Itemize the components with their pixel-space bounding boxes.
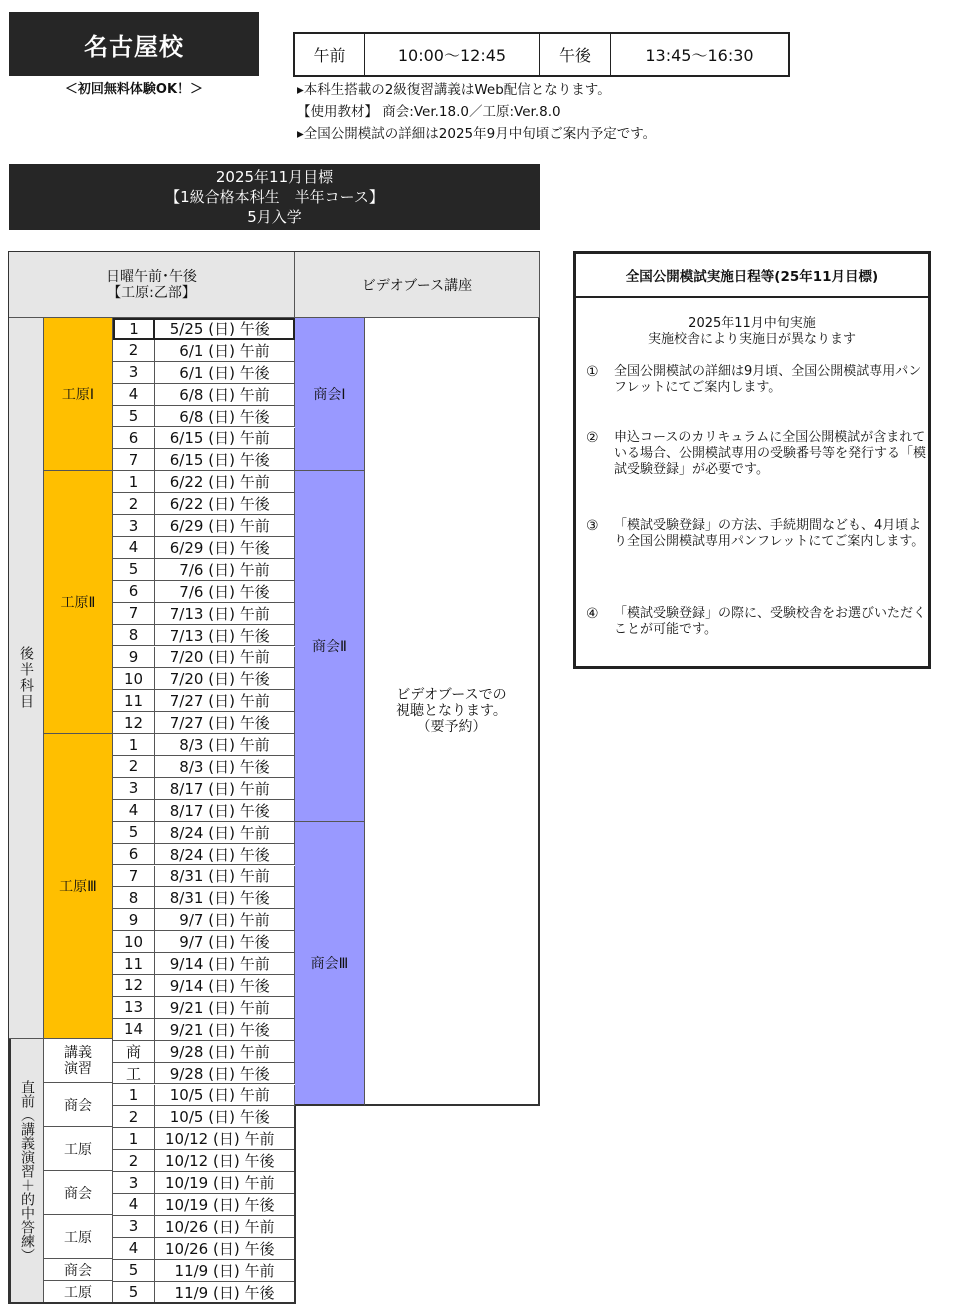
session-number: 3 xyxy=(113,778,155,800)
mock-item-3: ③ 「模試受験登録」の方法、手続期間なども、4月頃より全国公開模試専用パンフレットにてご案内します。 xyxy=(586,518,925,549)
session-number: 5 xyxy=(113,559,155,581)
schedule-right-border-final xyxy=(294,1106,296,1304)
session-number: 7 xyxy=(113,449,155,471)
group-kohara-3: 工原Ⅲ xyxy=(44,734,113,1039)
session-number: 5 xyxy=(113,1282,155,1304)
group-shokai-a: 商会 xyxy=(44,1083,113,1127)
session-date: 9/28 (日) 午前 xyxy=(155,1041,295,1063)
course-banner xyxy=(9,164,540,230)
session-date: 10/12 (日) 午後 xyxy=(155,1150,295,1172)
session-date: 7/20 (日) 午後 xyxy=(155,668,295,690)
session-number: 1 xyxy=(113,1085,155,1107)
session-date: 6/22 (日) 午前 xyxy=(155,471,295,493)
mock-item-2: ② 申込コースのカリキュラムに全国公開模試が含まれている場合、公開模試専用の受験番号等を発行する「模試受験登録」が必要です。 xyxy=(586,430,927,477)
session-number: 5 xyxy=(113,406,155,428)
group-kohara-b: 工原 xyxy=(44,1215,113,1259)
mock-exam-title: 全国公開模試実施日程等(25年11月目標) xyxy=(576,254,928,298)
session-date: 9/14 (日) 午後 xyxy=(155,975,295,997)
schedule-left-border-final xyxy=(8,1039,10,1304)
session-date: 6/29 (日) 午前 xyxy=(155,515,295,537)
note-mock: ▸全国公開模試の詳細は2025年9月中旬頃ご案内予定です。 xyxy=(297,126,657,142)
time-am-label: 午前 xyxy=(295,34,365,75)
mock-item-1: ① 全国公開模試の詳細は9月頃、全国公開模試専用パンフレットにてご案内します。 xyxy=(586,364,922,395)
session-date: 10/19 (日) 午後 xyxy=(155,1194,295,1216)
session-date: 10/12 (日) 午前 xyxy=(155,1128,295,1150)
session-number: 10 xyxy=(113,931,155,953)
session-number: 11 xyxy=(113,953,155,975)
session-date: 7/6 (日) 午後 xyxy=(155,581,295,603)
session-number: 4 xyxy=(113,384,155,406)
session-number: 1 xyxy=(113,318,155,340)
session-date: 8/24 (日) 午前 xyxy=(155,822,295,844)
session-date: 7/20 (日) 午前 xyxy=(155,647,295,669)
session-number: 9 xyxy=(113,909,155,931)
session-number: 2 xyxy=(113,340,155,362)
session-date: 9/21 (日) 午前 xyxy=(155,997,295,1019)
session-date: 6/8 (日) 午後 xyxy=(155,406,295,428)
note-web: ▸本科生搭載の2級復習講義はWeb配信となります。 xyxy=(297,82,611,98)
session-date: 11/9 (日) 午前 xyxy=(155,1260,295,1282)
session-date: 8/17 (日) 午前 xyxy=(155,778,295,800)
session-number: 4 xyxy=(113,1238,155,1260)
session-number: 3 xyxy=(113,362,155,384)
session-number: 4 xyxy=(113,800,155,822)
time-table xyxy=(293,32,790,77)
session-date: 8/3 (日) 午後 xyxy=(155,756,295,778)
session-date: 7/13 (日) 午後 xyxy=(155,625,295,647)
schedule-border xyxy=(8,251,540,1106)
session-date: 7/6 (日) 午前 xyxy=(155,559,295,581)
video-booth-note: ビデオブースでの 視聴となります。 （要予約） xyxy=(365,318,540,1106)
session-date: 9/14 (日) 午前 xyxy=(155,953,295,975)
session-number: 7 xyxy=(113,603,155,625)
session-date: 8/17 (日) 午後 xyxy=(155,800,295,822)
group-shokai-c: 商会 xyxy=(44,1259,113,1281)
time-am-range: 10:00〜12:45 xyxy=(365,34,540,75)
session-number: 3 xyxy=(113,1216,155,1238)
trial-note: ＜初回無料体験OK！＞ xyxy=(64,82,204,97)
session-date: 10/26 (日) 午後 xyxy=(155,1238,295,1260)
mock-exam-lead: 2025年11月中旬実施 実施校舎により実施日が異なります xyxy=(647,316,856,347)
session-number: 3 xyxy=(113,515,155,537)
group-shokai-b: 商会 xyxy=(44,1171,113,1215)
group-kohara-2: 工原Ⅱ xyxy=(44,471,113,734)
session-number: 13 xyxy=(113,997,155,1019)
session-date: 9/21 (日) 午後 xyxy=(155,1019,295,1041)
course-name: 【1級合格本科生 半年コース】 xyxy=(165,188,384,206)
session-number: 12 xyxy=(113,975,155,997)
session-date: 10/26 (日) 午前 xyxy=(155,1216,295,1238)
note-materials: 【使用教材】 商会:Ver.18.0／工原:Ver.8.0 xyxy=(297,104,561,120)
video-shokai-2: 商会Ⅱ xyxy=(295,471,365,822)
session-number: 5 xyxy=(113,822,155,844)
header-sunday: 日曜午前･午後 【工原:乙部】 xyxy=(9,252,295,318)
school-name: 名古屋校 xyxy=(9,12,259,76)
session-number: 7 xyxy=(113,866,155,888)
session-number: 工 xyxy=(113,1063,155,1085)
time-pm-label: 午後 xyxy=(540,34,611,75)
session-date: 6/22 (日) 午後 xyxy=(155,493,295,515)
session-date: 6/15 (日) 午前 xyxy=(155,428,295,450)
session-date: 11/9 (日) 午後 xyxy=(155,1282,295,1304)
notes xyxy=(297,79,656,145)
session-number: 2 xyxy=(113,1150,155,1172)
session-date: 7/27 (日) 午前 xyxy=(155,690,295,712)
session-number: 10 xyxy=(113,668,155,690)
session-date: 6/1 (日) 午後 xyxy=(155,362,295,384)
course-entry: 5月入学 xyxy=(247,208,302,226)
group-kohara-c: 工原 xyxy=(44,1281,113,1303)
mock-item-4: ④ 「模試受験登録」の際に、受験校舎をお選びいただくことが可能です。 xyxy=(586,606,927,637)
group-kohara-1: 工原Ⅰ xyxy=(44,318,113,471)
section-final: 直前（講義演習＋的中答練） xyxy=(9,1039,44,1303)
session-number: 12 xyxy=(113,712,155,734)
group-kohara-a: 工原 xyxy=(44,1127,113,1171)
session-number: 2 xyxy=(113,756,155,778)
session-date: 9/7 (日) 午前 xyxy=(155,909,295,931)
session-date: 10/5 (日) 午前 xyxy=(155,1085,295,1107)
session-date: 8/31 (日) 午前 xyxy=(155,866,295,888)
session-number: 8 xyxy=(113,887,155,909)
session-number: 14 xyxy=(113,1019,155,1041)
section-late-subjects: 後半科目 xyxy=(9,318,44,1039)
time-pm-range: 13:45〜16:30 xyxy=(645,46,754,65)
session-number: 6 xyxy=(113,581,155,603)
session-date: 8/3 (日) 午前 xyxy=(155,734,295,756)
session-number: 1 xyxy=(113,734,155,756)
session-number: 2 xyxy=(113,1106,155,1128)
session-date: 9/7 (日) 午後 xyxy=(155,931,295,953)
header-video-booth: ビデオブース講座 xyxy=(295,252,540,318)
session-number: 9 xyxy=(113,647,155,669)
session-date: 6/29 (日) 午後 xyxy=(155,537,295,559)
session-number: 4 xyxy=(113,1194,155,1216)
session-date: 10/19 (日) 午前 xyxy=(155,1172,295,1194)
course-target: 2025年11月目標 xyxy=(215,168,334,186)
session-date: 6/15 (日) 午後 xyxy=(155,449,295,471)
session-number: 1 xyxy=(113,1128,155,1150)
session-number: 8 xyxy=(113,625,155,647)
video-shokai-1: 商会Ⅰ xyxy=(295,318,365,471)
session-date: 7/13 (日) 午前 xyxy=(155,603,295,625)
group-lecture: 講義演習 xyxy=(44,1039,113,1083)
session-date: 5/25 (日) 午後 xyxy=(155,318,295,340)
schedule-bottom-border xyxy=(8,1302,296,1304)
session-date: 7/27 (日) 午後 xyxy=(155,712,295,734)
session-date: 8/24 (日) 午後 xyxy=(155,844,295,866)
session-number: 6 xyxy=(113,844,155,866)
session-date: 10/5 (日) 午後 xyxy=(155,1106,295,1128)
session-date: 8/31 (日) 午後 xyxy=(155,887,295,909)
session-number: 1 xyxy=(113,471,155,493)
session-number: 6 xyxy=(113,428,155,450)
session-number: 3 xyxy=(113,1172,155,1194)
session-number: 2 xyxy=(113,493,155,515)
session-number: 5 xyxy=(113,1260,155,1282)
session-number: 4 xyxy=(113,537,155,559)
session-date: 6/1 (日) 午前 xyxy=(155,340,295,362)
video-shokai-3: 商会Ⅲ xyxy=(295,822,365,1106)
mock-exam-box xyxy=(573,251,931,669)
session-number: 11 xyxy=(113,690,155,712)
session-number: 商 xyxy=(113,1041,155,1063)
session-date: 6/8 (日) 午前 xyxy=(155,384,295,406)
session-date: 9/28 (日) 午後 xyxy=(155,1063,295,1085)
